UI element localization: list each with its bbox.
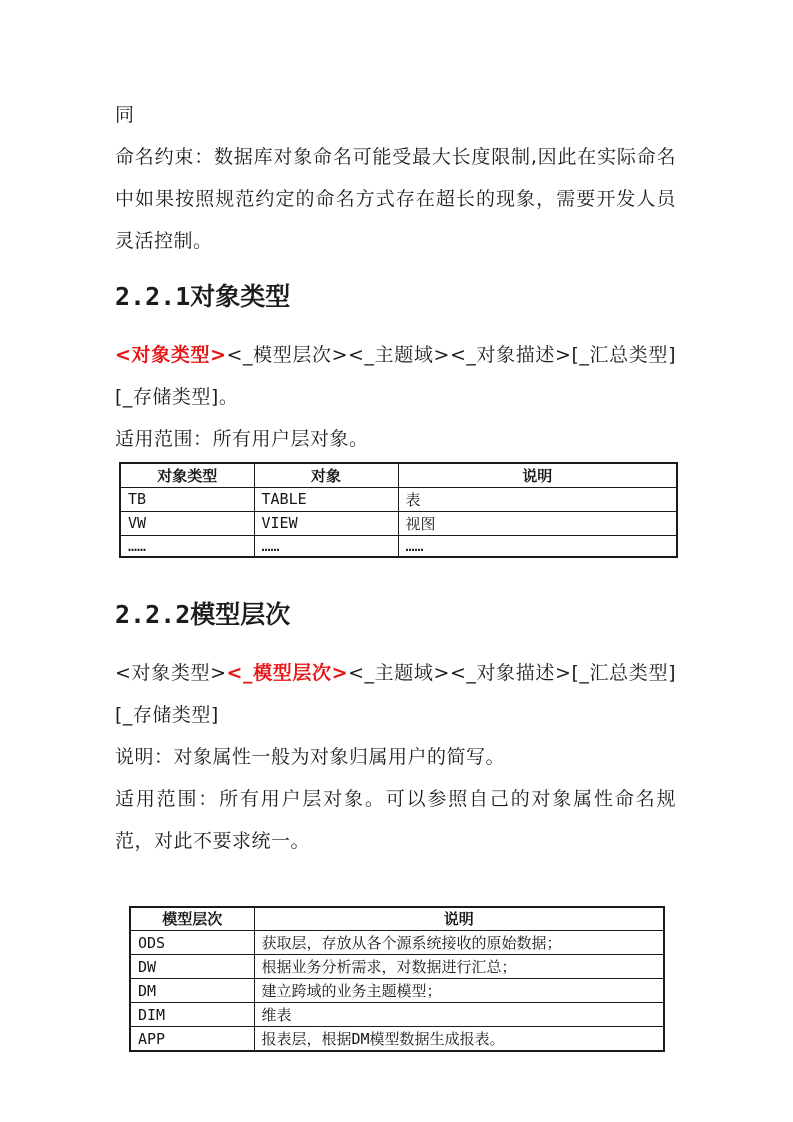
table-cell: 获取层，存放从各个源系统接收的原始数据；	[254, 931, 664, 955]
formula-rest: <_模型层次><_主题域><_对象描述>[_汇总类型][_存储类型]。	[115, 344, 676, 408]
table-cell: 根据业务分析需求，对数据进行汇总；	[254, 955, 664, 979]
table-cell: 报表层，根据DM模型数据生成报表。	[254, 1027, 664, 1052]
table-cell: ……	[120, 535, 254, 557]
table-row	[130, 979, 664, 1003]
table-row	[130, 1027, 664, 1052]
table-cell: ……	[398, 535, 677, 557]
column-header: 说明	[254, 907, 664, 931]
table-cell: ODS	[130, 931, 254, 955]
document-content	[115, 94, 676, 1052]
table-row	[120, 535, 677, 557]
table-row	[120, 487, 677, 511]
table-cell: 维表	[254, 1003, 664, 1027]
formula-pre: <对象类型>	[115, 661, 227, 684]
object-type-table	[119, 462, 678, 558]
section-2-2-1-heading: 2.2.1对象类型	[115, 282, 291, 311]
table-row	[130, 931, 664, 955]
section-2-2-2-heading: 2.2.2模型层次	[115, 599, 291, 629]
model-layer-highlight: <_模型层次>	[226, 661, 349, 684]
table-cell: APP	[130, 1027, 254, 1052]
table-cell: DW	[130, 955, 254, 979]
table-cell: VIEW	[254, 511, 398, 535]
model-layer-table	[129, 906, 665, 1053]
column-header: 对象类型	[120, 463, 254, 487]
table-header-row	[130, 907, 664, 931]
dangling-line: 同	[115, 104, 135, 126]
object-type-highlight: <对象类型>	[115, 344, 227, 366]
section-2-2-1-formula	[115, 334, 676, 418]
section-2-2-2-scope: 适用范围：所有用户层对象。可以参照自己的对象属性命名规范，对此不要求统一。	[115, 787, 676, 852]
table-row	[120, 511, 677, 535]
table-cell: 视图	[398, 511, 677, 535]
table-cell: TB	[120, 487, 254, 511]
table-header-row	[120, 463, 677, 487]
table-row	[130, 1003, 664, 1027]
column-header: 模型层次	[130, 907, 254, 931]
table-row	[130, 955, 664, 979]
section-2-2-1-scope: 适用范围：所有用户层对象。	[115, 428, 369, 450]
section-2-2-2-note: 说明：对象属性一般为对象归属用户的简写。	[115, 745, 506, 768]
section-2-2-2-formula	[115, 652, 676, 736]
table-cell: 表	[398, 487, 677, 511]
column-header: 对象	[254, 463, 398, 487]
table-cell: DIM	[130, 1003, 254, 1027]
table-cell: VW	[120, 511, 254, 535]
table-cell: DM	[130, 979, 254, 1003]
naming-constraint-paragraph: 命名约束：数据库对象命名可能受最大长度限制,因此在实际命名中如果按照规范约定的命名方式存在超长的现象，需要开发人员灵活控制。	[115, 146, 676, 252]
formula-rest: <_主题域><_对象描述>[_汇总类型][_存储类型]	[115, 661, 676, 726]
table-cell: TABLE	[254, 487, 398, 511]
column-header: 说明	[398, 463, 677, 487]
table-cell: ……	[254, 535, 398, 557]
table-cell: 建立跨域的业务主题模型；	[254, 979, 664, 1003]
